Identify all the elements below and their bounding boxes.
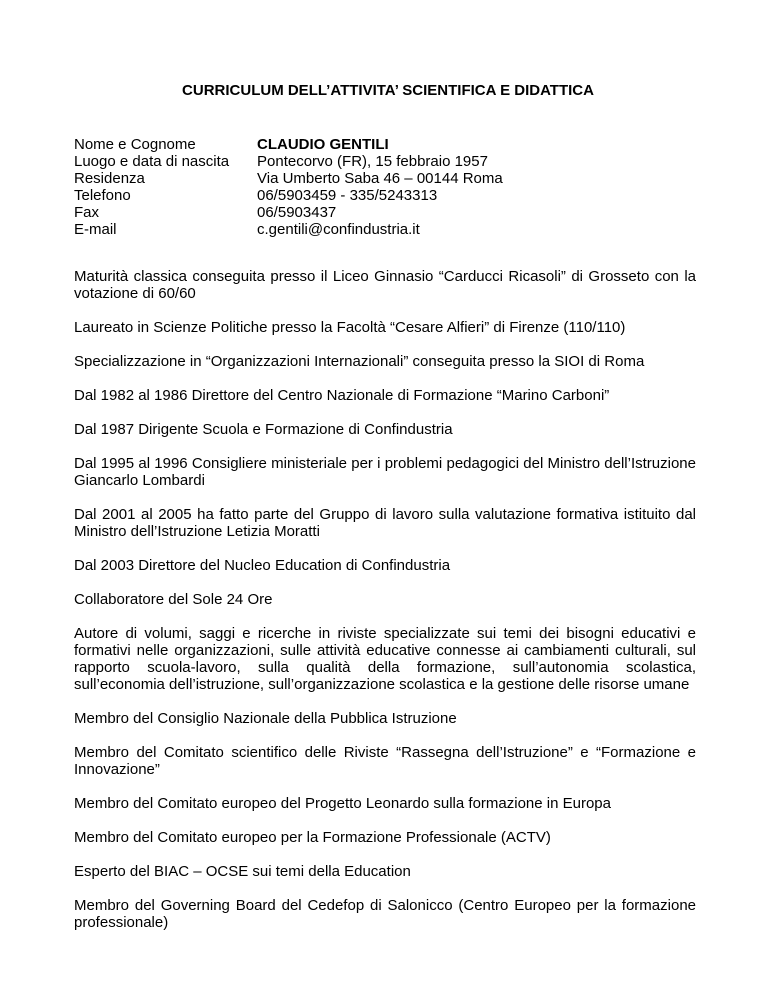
cv-paragraph: Dal 1995 al 1996 Consigliere ministeriale per i problemi pedagogici del Ministro dell’Istruzione Giancarlo Lombardi xyxy=(74,455,696,489)
info-value-name: CLAUDIO GENTILI xyxy=(257,136,389,153)
cv-paragraph: Laureato in Scienze Politiche presso la Facoltà “Cesare Alfieri” di Firenze (110/110) xyxy=(74,319,626,336)
info-value-phone: 06/5903459 - 335/5243313 xyxy=(257,187,438,204)
cv-paragraph: Dal 1987 Dirigente Scuola e Formazione di Confindustria xyxy=(74,421,453,438)
cv-paragraph: Maturità classica conseguita presso il Liceo Ginnasio “Carducci Ricasoli” di Grosseto con la votazione di 60/60 xyxy=(74,268,696,302)
cv-paragraph: Esperto del BIAC – OCSE sui temi della Education xyxy=(74,863,411,880)
info-label-residence: Residenza xyxy=(74,170,145,187)
cv-paragraph: Autore di volumi, saggi e ricerche in riviste specializzate sui temi dei bisogni educativi e formativi nelle organizzazioni, sulle attività educative connesse ai cambiamenti culturali, sul rapporto scuola-lavoro, sulla qualità della formazione, sull’autonomia scolastica, sull’economia dell’istruzione, sull’organizzazione scolastica e la gestione delle risorse umane xyxy=(74,625,696,693)
info-label-email: E-mail xyxy=(74,221,117,238)
cv-paragraph: Dal 2003 Direttore del Nucleo Education di Confindustria xyxy=(74,557,451,574)
cv-paragraph: Collaboratore del Sole 24 Ore xyxy=(74,591,273,608)
info-label-name: Nome e Cognome xyxy=(74,136,196,153)
cv-paragraph: Membro del Consiglio Nazionale della Pubblica Istruzione xyxy=(74,710,457,727)
info-value-birth: Pontecorvo (FR), 15 febbraio 1957 xyxy=(257,153,488,170)
cv-paragraphs xyxy=(74,268,696,931)
cv-paragraph: Dal 1982 al 1986 Direttore del Centro Nazionale di Formazione “Marino Carboni” xyxy=(74,387,610,404)
info-value-residence: Via Umberto Saba 46 – 00144 Roma xyxy=(257,170,503,187)
cv-paragraph: Specializzazione in “Organizzazioni Internazionali” conseguita presso la SIOI di Roma xyxy=(74,353,645,370)
info-value-email: c.gentili@confindustria.it xyxy=(257,221,420,238)
cv-paragraph: Membro del Comitato europeo del Progetto Leonardo sulla formazione in Europa xyxy=(74,795,611,812)
personal-info-table xyxy=(74,136,696,238)
info-label-phone: Telefono xyxy=(74,187,131,204)
cv-paragraph: Membro del Governing Board del Cedefop di Salonicco (Centro Europeo per la formazione professionale) xyxy=(74,897,696,931)
document-title: CURRICULUM DELL’ATTIVITA’ SCIENTIFICA E DIDATTICA xyxy=(182,82,594,99)
info-label-birth: Luogo e data di nascita xyxy=(74,153,230,170)
cv-paragraph: Dal 2001 al 2005 ha fatto parte del Gruppo di lavoro sulla valutazione formativa istituito dal Ministro dell’Istruzione Letizia Moratti xyxy=(74,506,696,540)
document-page xyxy=(74,82,696,931)
info-value-fax: 06/5903437 xyxy=(257,204,337,221)
cv-paragraph: Membro del Comitato europeo per la Formazione Professionale (ACTV) xyxy=(74,829,551,846)
info-label-fax: Fax xyxy=(74,204,100,221)
cv-paragraph: Membro del Comitato scientifico delle Riviste “Rassegna dell’Istruzione” e “Formazione e Innovazione” xyxy=(74,744,696,778)
